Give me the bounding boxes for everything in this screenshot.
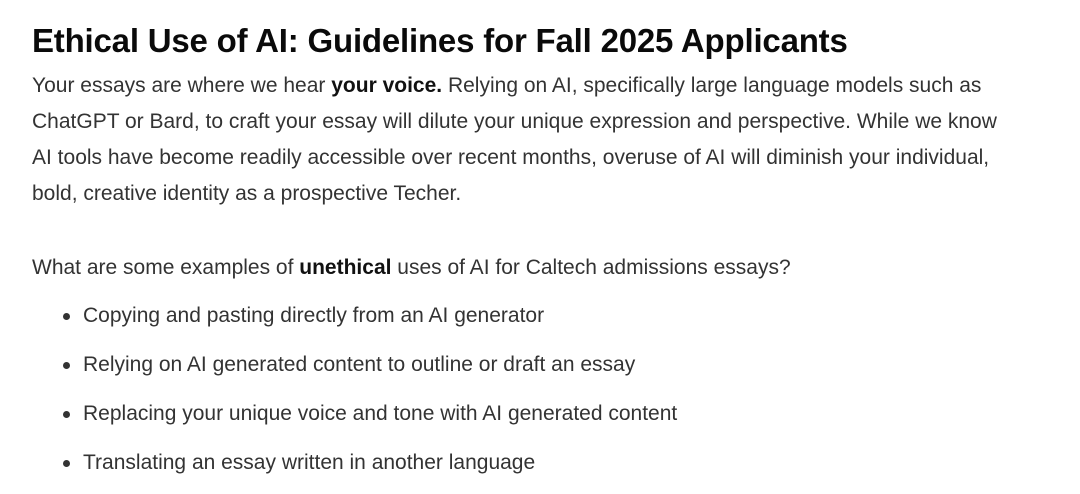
intro-text-rest: Relying on AI, specifically large language models such as ChatGPT or Bard, to craft your essay will dilute your unique expression and perspective. While we know AI tools have become readily accessible over recent months, overuse of AI will diminish your individual, bold, creative identity as a prospective Techer. bbox=[32, 74, 997, 205]
examples-question bbox=[32, 250, 791, 286]
list-item-text: Relying on AI generated content to outline or draft an essay bbox=[83, 353, 636, 376]
bullet-icon bbox=[63, 362, 70, 369]
list-item bbox=[32, 396, 677, 445]
question-emphasis: unethical bbox=[299, 256, 392, 279]
bullet-icon bbox=[63, 460, 70, 467]
intro-text-start: Your essays are where we hear bbox=[32, 74, 332, 97]
page-title: Ethical Use of AI: Guidelines for Fall 2025 Applicants bbox=[32, 22, 848, 59]
list-item-text: Replacing your unique voice and tone with AI generated content bbox=[83, 402, 678, 425]
list-item-text: Copying and pasting directly from an AI generator bbox=[83, 304, 545, 327]
intro-emphasis: your voice. bbox=[331, 74, 443, 97]
question-text-start: What are some examples of bbox=[32, 256, 300, 279]
bullet-icon bbox=[63, 411, 70, 418]
bullet-icon bbox=[63, 313, 70, 320]
list-item bbox=[32, 445, 677, 494]
intro-paragraph bbox=[32, 68, 1012, 212]
question-text-rest: uses of AI for Caltech admissions essays? bbox=[391, 256, 791, 279]
list-item bbox=[32, 298, 677, 347]
list-item-text: Translating an essay written in another language bbox=[83, 451, 536, 474]
unethical-uses-list bbox=[32, 298, 677, 494]
list-item bbox=[32, 347, 677, 396]
